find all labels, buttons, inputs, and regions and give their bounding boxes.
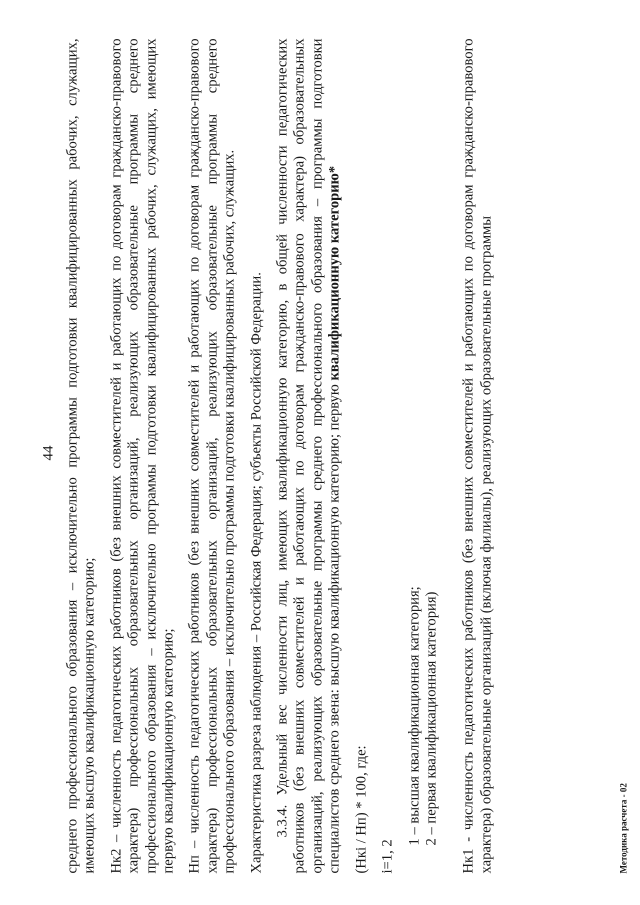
formula: (Нкi / Нп) * 100, где: xyxy=(352,744,369,873)
document-body xyxy=(64,38,504,873)
list-item-first-category: 2 – первая квалификационная категория) xyxy=(422,591,439,845)
list-item-highest-category: 1 – высшая квалификационная категория; xyxy=(405,585,422,845)
paragraph-nk1-definition: Нк1 - численность педагогических работников (без внешних совместителей и работающих по договорам гражданско-правового характера) образовательные организаций (включая филиалы), реализующих образовательные программы xyxy=(460,38,494,873)
paragraph-observation-scope: Характеристика разреза наблюдения – Российская Федерация; субъекты Российской Федерации. xyxy=(247,271,264,873)
paragraph-section-3-3-4 xyxy=(274,38,344,873)
paragraph-nk2-definition: Нк2 – численность педагогических работников (без внешних совместителей и работающих по договорам гражданско-правового характера) профессиональных образовательных организаций, реализующих образовательные программы среднего профессионального образования – исключительно программы подготовки квалифицированных рабочих, служащих, имеющих первую квалификационную категорию; xyxy=(107,38,177,873)
paragraph-continuation: среднего профессионального образования – исключительно программы подготовки квалифицированных рабочих, служащих, имеющих высшую квалификационную категорию; xyxy=(64,38,98,873)
paragraph-np-definition: Нп – численность педагогических работников (без внешних совместителей и работающих по договорам гражданско-правового характера) профессиональных образовательных организаций, реализующих образовательные программы среднего профессионального образования – исключительно программы подготовки квалифицированных рабочих, служащих. xyxy=(186,38,238,873)
footer-note: Методика расчета - 02 xyxy=(618,782,628,873)
page-number: 44 xyxy=(40,445,56,460)
section-text-bold: квалификационную категорию* xyxy=(326,165,343,380)
index-definition: i=1, 2 xyxy=(379,838,396,873)
section-text: 3.3.4. Удельный вес численности лиц, имеющих квалификационную категорию, в общей численности педагогических работников (без внешних совместителей и работающих по договорам гражданско-правового характера) образовательных организаций, реализующих образовательные программы среднего профессионального образования – программы подготовки специалистов среднего звена: высшую квалификационную категорию; первую xyxy=(274,38,343,873)
